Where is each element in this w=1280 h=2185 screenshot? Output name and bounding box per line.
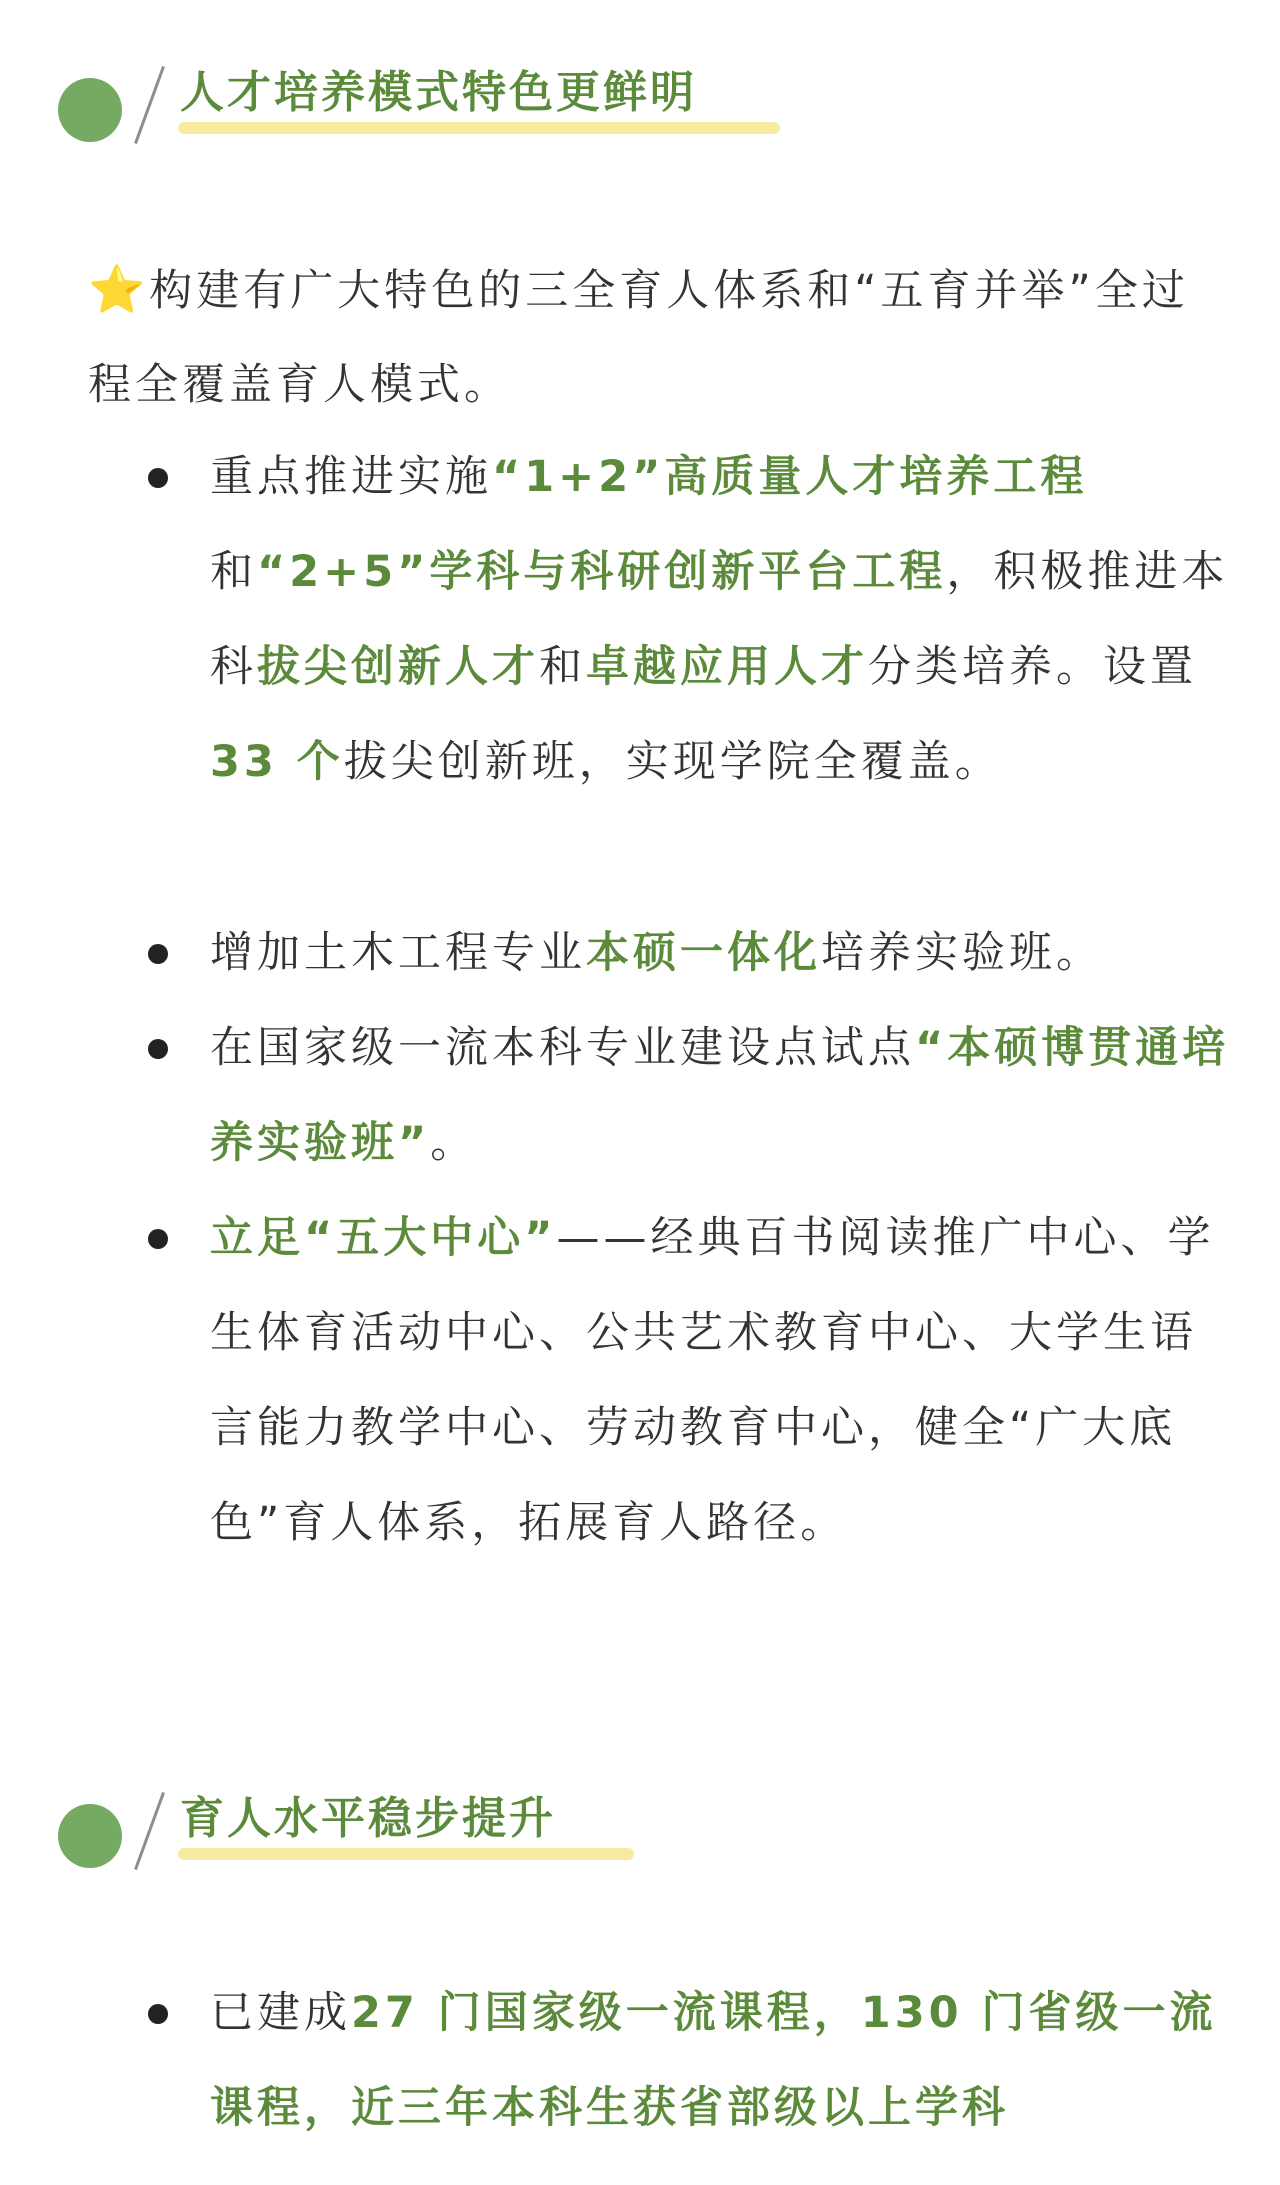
title-underline	[178, 122, 780, 134]
slash-divider	[134, 66, 165, 144]
body-text: 和	[539, 642, 586, 692]
body-text: 。	[430, 1118, 478, 1168]
body-text: 增加土木工程专业	[210, 928, 586, 978]
highlighted-text: “2+5”学科与科研创新平台工程	[257, 547, 947, 597]
section-title: 育人水平稳步提升	[180, 1793, 556, 1844]
body-text: 和	[210, 547, 257, 597]
body-text: 培养实验班。	[821, 928, 1103, 978]
body-text: 重点推进实施	[210, 452, 492, 502]
section-header-talent-training	[58, 44, 858, 164]
bullet-dot	[148, 468, 168, 488]
intro-paragraph	[88, 242, 1198, 432]
body-text: ——经典百书阅读推广中心、学生体育活动中心、公共艺术教育中心、大学生语言能力教学中心、劳动教育中心，健全“广大底色”育人体系，拓展育人路径。	[210, 1213, 1215, 1548]
section-title: 人才培养模式特色更鲜明	[180, 67, 697, 118]
highlighted-text: 27 门国家级一流课程，130 门省级一流课程，近三年本科生获省部级以上学科	[210, 1988, 1217, 2133]
highlighted-text: 立足“五大中心”	[210, 1213, 557, 1263]
bullet-text	[210, 1001, 1240, 1191]
bullet-dot	[148, 944, 168, 964]
body-text: 分类培养。设置	[868, 642, 1197, 692]
bullet-text	[210, 906, 1240, 1001]
green-dot-icon	[58, 78, 122, 142]
bullet-text	[210, 430, 1240, 810]
star-icon: ⭐	[88, 262, 150, 316]
highlighted-text: 本硕一体化	[586, 928, 821, 978]
bullet-dot	[148, 1039, 168, 1059]
body-text: 拔尖创新班，实现学院全覆盖。	[343, 737, 1002, 787]
body-text: 已建成	[210, 1988, 351, 2038]
intro-text: 构建有广大特色的三全育人体系和“五育并举”全过程全覆盖育人模式。	[88, 266, 1189, 410]
bullet-dot	[148, 1229, 168, 1249]
highlighted-text: 卓越应用人才	[586, 642, 868, 692]
highlighted-text: “本硕博贯通培养实验班”	[210, 1023, 1230, 1168]
highlighted-text: “1+2”高质量人才培养工程	[492, 452, 1088, 502]
slash-divider	[134, 1792, 165, 1870]
green-dot-icon	[58, 1804, 122, 1868]
section-header-education-level	[58, 1770, 858, 1890]
highlighted-text: 33 个	[210, 737, 344, 787]
body-text: 在国家级一流本科专业建设点试点	[210, 1023, 915, 1073]
highlighted-text: 拔尖创新人才	[257, 642, 539, 692]
title-underline	[178, 1848, 634, 1860]
bullet-text	[210, 1966, 1240, 2156]
bullet-dot	[148, 2004, 168, 2024]
body-text: ，积极推进本科	[210, 547, 1229, 692]
bullet-text	[210, 1191, 1240, 1571]
